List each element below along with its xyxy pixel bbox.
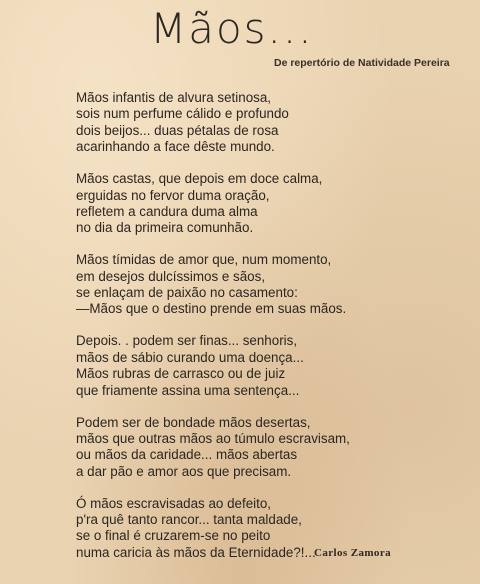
poem-line: —Mãos que o destino prende em suas mãos.	[76, 301, 347, 317]
stanza-4	[76, 333, 436, 399]
poem-line: Mãos castas, que depois em doce calma,	[76, 171, 323, 187]
poem-line: se o final é cruzarem-se no peito	[76, 528, 271, 544]
poem-line: dois beijos... duas pétalas de rosa	[76, 122, 279, 138]
poem-line: Mãos tímidas de amor que, num momento,	[76, 252, 332, 268]
poem-line: acarinhando a face dêste mundo.	[76, 139, 275, 155]
stanza-3	[76, 252, 436, 318]
stanza-5	[76, 415, 436, 481]
poem-line: p'ra quê tanto rancor... tanta maldade,	[76, 512, 302, 528]
stanza-2	[76, 171, 436, 237]
poem-author: Carlos Zamora	[314, 547, 391, 559]
poem-line: Mãos infantis de alvura setinosa,	[76, 90, 272, 105]
poem-line: Depois. . podem ser finas... senhoris,	[76, 333, 298, 349]
poem-line: Ó mãos escravisadas ao defeito,	[76, 495, 272, 511]
poem-line: refletem a candura duma alma	[76, 203, 258, 219]
poem-line: ou mãos da caridade... mãos abertas	[76, 447, 298, 463]
poem-line: em desejos dulcíssimos e sãos,	[76, 268, 266, 284]
poem-line: mãos de sábio curando uma doença...	[76, 349, 304, 365]
poem-source-credit: De repertório de Natividade Pereira	[274, 57, 450, 69]
poem-line: Mãos rubras de carrasco ou de juiz	[76, 366, 286, 382]
poem-line: Podem ser de bondade mãos desertas,	[76, 414, 311, 430]
poem-line: a dar pão e amor aos que precisam.	[76, 463, 292, 479]
poem-title: Mãos...	[150, 4, 314, 53]
poem-line: que friamente assina uma sentença...	[76, 382, 300, 398]
poem-line: mãos que outras mãos ao túmulo escravisam,	[76, 430, 350, 446]
poem-line: erguidas no fervor duma oração,	[76, 187, 270, 203]
poem-line: se enlaçam de paixão no casamento:	[76, 285, 298, 301]
poem-line: numa caricia às mãos da Eternidade?!...	[76, 544, 316, 560]
stanza-1	[76, 90, 436, 156]
poem-line: sois num perfume cálido e profundo	[76, 106, 289, 122]
poem-line: no dia da primeira comunhão.	[76, 220, 254, 236]
poem-body	[76, 90, 436, 577]
